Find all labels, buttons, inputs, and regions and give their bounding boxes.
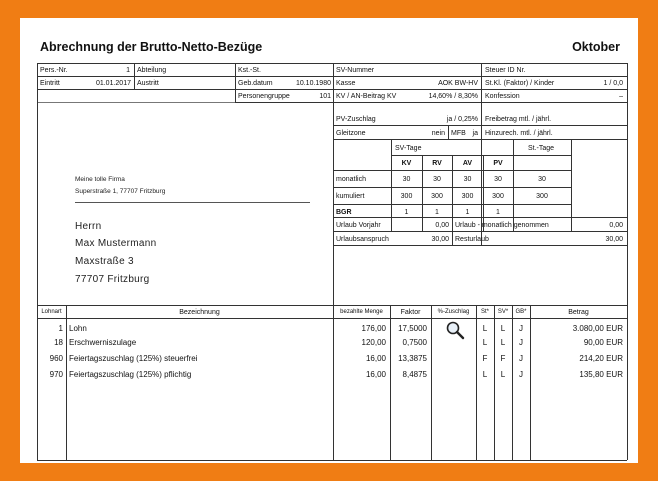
col-header-betrag: Betrag bbox=[568, 309, 589, 316]
sv-cell: 1 bbox=[435, 209, 439, 216]
eintritt-label: Eintritt bbox=[40, 80, 60, 87]
urlaubsanspruch-value: 30,00 bbox=[431, 236, 449, 243]
firm-street: Superstraße 1, 77707 Fritzburg bbox=[75, 188, 166, 195]
document-title: Abrechnung der Brutto-Netto-Bezüge bbox=[40, 40, 263, 54]
cell-faktor: 17,5000 bbox=[398, 324, 427, 333]
col-header-lohnart: Lohnart bbox=[41, 309, 62, 315]
sv-cell: 1 bbox=[465, 209, 470, 216]
cell-gb: J bbox=[519, 324, 523, 333]
st-cell: 30 bbox=[538, 176, 546, 183]
col-header-gb: GB* bbox=[515, 309, 527, 315]
pv-label: PV-Zuschlag bbox=[336, 116, 376, 123]
cell-sv: F bbox=[500, 354, 506, 363]
col-header-st: St* bbox=[480, 309, 489, 315]
right-border bbox=[627, 63, 628, 460]
cell-bezeichnung: Erschwerniszulage bbox=[69, 338, 137, 347]
gleitzone-value: nein bbox=[431, 130, 445, 137]
cell-gb: J bbox=[519, 354, 523, 363]
table-bottom-line bbox=[37, 460, 627, 461]
cell-faktor: 13,3875 bbox=[398, 354, 427, 363]
kv-value: 14,60% / 8,30% bbox=[428, 93, 478, 100]
sv-col-pv: PV bbox=[493, 160, 503, 167]
col-header-menge: bezahlte Menge bbox=[340, 309, 383, 315]
cell-menge: 16,00 bbox=[365, 354, 386, 363]
eintritt-value: 01.01.2017 bbox=[95, 80, 131, 87]
recipient-name: Max Mustermann bbox=[75, 238, 157, 249]
sv-row-label: monatlich bbox=[336, 176, 366, 183]
konfession-label: Konfession bbox=[485, 93, 520, 100]
freibetrag-label: Freibetrag mtl. / jährl. bbox=[485, 116, 552, 123]
cell-faktor: 0,7500 bbox=[402, 338, 427, 347]
gleitzone-label: Gleitzone bbox=[336, 130, 366, 137]
left-border bbox=[37, 63, 38, 460]
recipient-street: Maxstraße 3 bbox=[75, 256, 134, 267]
mfb-value: ja bbox=[472, 130, 478, 137]
personengruppe-value: 101 bbox=[319, 93, 331, 100]
gebdatum-label: Geb.datum bbox=[238, 80, 273, 87]
cell-menge: 176,00 bbox=[361, 324, 386, 333]
resturlaub-value: 30,00 bbox=[605, 236, 623, 243]
sv-cell: 1 bbox=[404, 209, 409, 216]
cell-bezeichnung: Lohn bbox=[69, 324, 87, 333]
magnifier-icon[interactable] bbox=[445, 320, 465, 340]
cell-bezeichnung: Feiertagszuschlag (125%) pflichtig bbox=[69, 370, 192, 379]
sv-cell: 1 bbox=[496, 209, 500, 216]
cell-betrag: 214,20 EUR bbox=[579, 354, 623, 363]
sv-col-rv: RV bbox=[432, 160, 442, 167]
kasse-value: AOK BW-HV bbox=[438, 80, 478, 87]
cell-betrag: 135,80 EUR bbox=[579, 370, 623, 379]
cell-gb: J bbox=[519, 338, 523, 347]
urlaub-vorjahr-label: Urlaub Vorjahr bbox=[336, 222, 381, 229]
sv-cell: 30 bbox=[433, 176, 441, 183]
firm-name: Meine tolle Firma bbox=[75, 176, 125, 183]
kst-label: Kst.-St. bbox=[238, 67, 261, 74]
st-cell: 300 bbox=[536, 193, 548, 200]
kasse-label: Kasse bbox=[336, 80, 356, 87]
sv-tage-title: SV-Tage bbox=[395, 145, 422, 152]
cell-betrag: 90,00 EUR bbox=[583, 338, 623, 347]
austritt-label: Austritt bbox=[137, 80, 159, 87]
sv-cell: 30 bbox=[494, 176, 502, 183]
header-top-line bbox=[37, 63, 627, 64]
cell-sv: L bbox=[500, 370, 506, 379]
sv-col-kv: KV bbox=[401, 160, 412, 167]
gebdatum-value: 10.10.1980 bbox=[295, 80, 331, 87]
col-header-zuschlag: %-Zuschlag bbox=[437, 309, 470, 315]
abteilung-label: Abteilung bbox=[137, 67, 167, 74]
cell-sv: L bbox=[500, 338, 506, 347]
address-separator bbox=[75, 202, 310, 203]
urlaub-vorjahr-value: 0,00 bbox=[435, 222, 449, 229]
sv-cell: 300 bbox=[431, 193, 443, 200]
cell-lohnart: 18 bbox=[54, 338, 63, 347]
urlaubsanspruch-label: Urlaubsanspruch bbox=[336, 236, 389, 243]
table-top-line bbox=[37, 305, 627, 306]
sv-cell: 300 bbox=[461, 193, 474, 200]
col-header-faktor: Faktor bbox=[400, 309, 421, 316]
cell-sv: L bbox=[500, 324, 506, 333]
sv-cell: 30 bbox=[463, 176, 472, 183]
resturlaub-label: Resturlaub bbox=[455, 236, 489, 243]
month-label: Oktober bbox=[572, 40, 620, 54]
sv-col-av: AV bbox=[462, 160, 473, 167]
st-tage-title: St.-Tage bbox=[528, 145, 555, 152]
pers-nr-label: Pers.-Nr. bbox=[40, 67, 68, 74]
sv-nummer-label: SV-Nummer bbox=[336, 67, 375, 74]
hinzurech-label: Hinzurech. mtl. / jährl. bbox=[485, 130, 553, 137]
cell-lohnart: 970 bbox=[49, 370, 63, 379]
payslip-document bbox=[20, 18, 638, 463]
cell-faktor: 8,4875 bbox=[402, 370, 427, 379]
bgr-label: BGR bbox=[336, 209, 352, 216]
cell-menge: 120,00 bbox=[361, 338, 386, 347]
cell-gb: J bbox=[519, 370, 523, 379]
kv-label: KV / AN-Beitrag KV bbox=[336, 93, 397, 100]
recipient-salutation: Herrn bbox=[75, 221, 102, 232]
cell-st: L bbox=[482, 324, 488, 333]
urlaub-mtl-value: 0,00 bbox=[609, 222, 623, 229]
cell-betrag: 3.080,00 EUR bbox=[572, 324, 623, 333]
cell-st: F bbox=[482, 354, 488, 363]
personengruppe-label: Personengruppe bbox=[238, 93, 290, 100]
sv-cell: 300 bbox=[492, 193, 504, 200]
pv-value: ja / 0,25% bbox=[446, 116, 478, 123]
cell-menge: 16,00 bbox=[365, 370, 386, 379]
sv-cell: 30 bbox=[402, 176, 411, 183]
sv-row-label: kumuliert bbox=[336, 193, 365, 200]
recipient-city: 77707 Fritzburg bbox=[75, 274, 150, 285]
mfb-label: MFB bbox=[451, 130, 466, 137]
col-header-bezeichnung: Bezeichnung bbox=[179, 309, 220, 316]
urlaub-mtl-label: Urlaub - monatlich genommen bbox=[455, 222, 549, 229]
stkl-value: 1 / 0,0 bbox=[603, 80, 623, 87]
stkl-label: St.Kl. (Faktor) / Kinder bbox=[485, 80, 555, 87]
col-header-sv: SV* bbox=[497, 309, 509, 315]
cell-st: L bbox=[482, 338, 488, 347]
cell-lohnart: 1 bbox=[58, 324, 63, 333]
konfession-value: – bbox=[619, 93, 623, 100]
cell-lohnart: 960 bbox=[49, 354, 63, 363]
pers-nr-value: 1 bbox=[126, 67, 130, 74]
steuer-id-label: Steuer ID Nr. bbox=[485, 67, 526, 74]
cell-st: L bbox=[482, 370, 488, 379]
sv-cell: 300 bbox=[400, 193, 413, 200]
cell-bezeichnung: Feiertagszuschlag (125%) steuerfrei bbox=[69, 354, 198, 363]
